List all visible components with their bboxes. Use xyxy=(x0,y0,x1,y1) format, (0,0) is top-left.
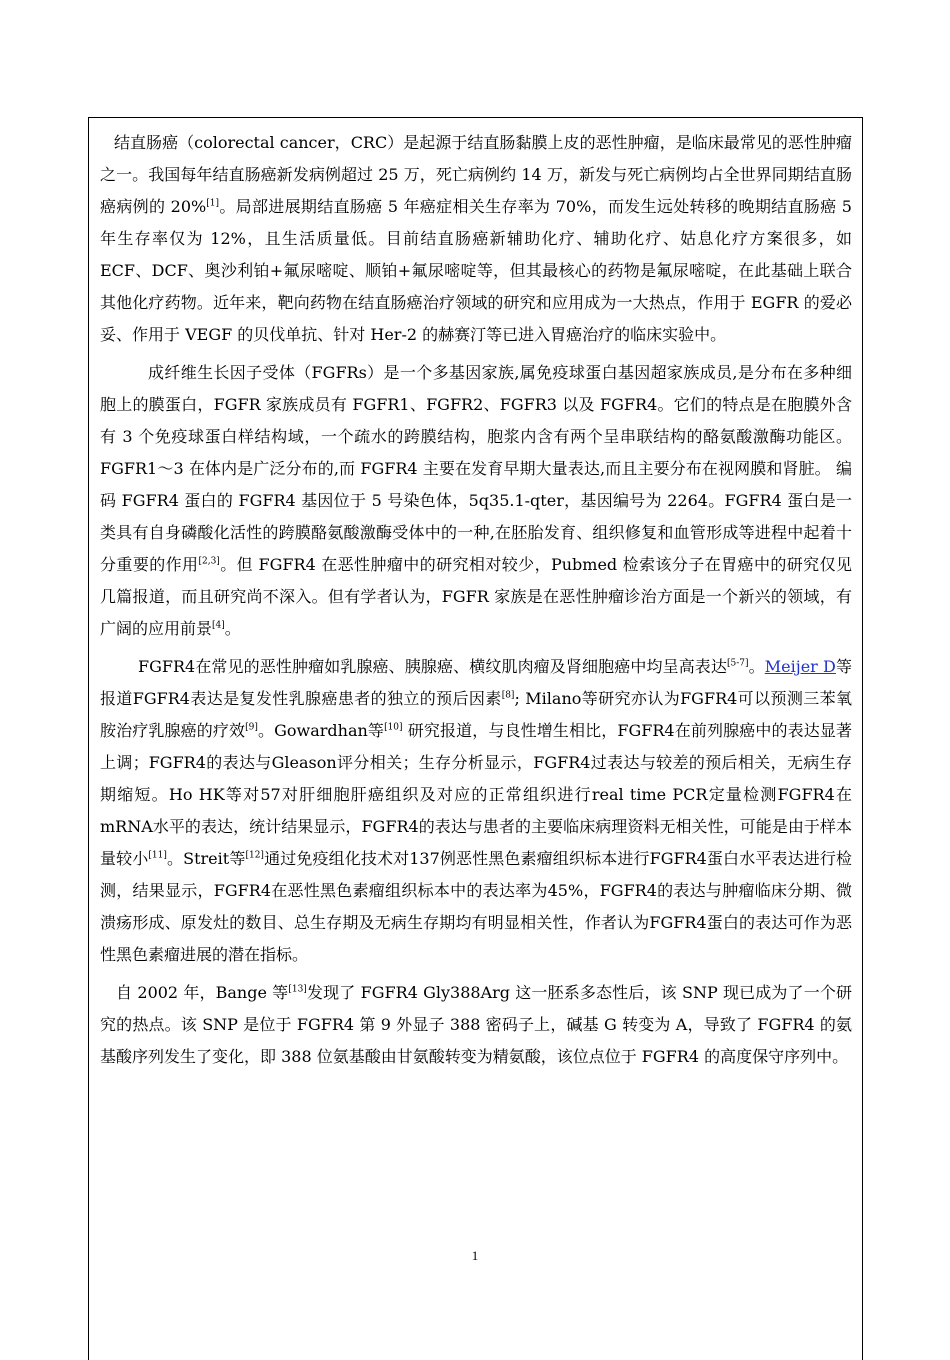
text-run: FGFR4在常见的恶性肿瘤如乳腺癌、胰腺癌、横纹肌肉瘤及肾细胞癌中均呈高表达 xyxy=(138,657,728,676)
citation-marker: [13] xyxy=(288,984,307,995)
citation-marker: [1] xyxy=(206,198,219,209)
text-run: 。Gowardhan等 xyxy=(257,721,385,740)
paragraph-fgfr4-expression xyxy=(100,651,852,971)
text-run: 。但 FGFR4 在恶性肿瘤中的研究相对较少，Pubmed 检索该分子在胃癌中的研究仅见几篇报道，而且研究尚不深入。但有学者认为，FGFR 家族是在恶性肿瘤诊治方面是一个新兴的领域，有广阔的应用前景 xyxy=(100,555,852,638)
citation-marker: [11] xyxy=(148,850,167,861)
citation-marker: [8] xyxy=(501,690,515,701)
text-run: 等报道FGFR4表达是复发性乳腺癌患者的独立的预后因素 xyxy=(100,657,852,708)
text-run: 通过免疫组化技术对137例恶性黑色素瘤组织标本进行FGFR4蛋白水平表达进行检测，结果显示，FGFR4在恶性黑色素瘤组织标本中的表达率为45%，FGFR4的表达与肿瘤临床分期、微溃疡形成、原发灶的数目、总生存期及无病生存期均有明显相关性，作者认为FGFR4蛋白的表达可作为恶性黑色素瘤进展的潜在指标。 xyxy=(100,849,852,964)
text-run: 研究报道，与良性增生相比，FGFR4在前列腺癌中的表达显著上调；FGFR4的表达与Gleason评分相关；生存分析显示，FGFR4过表达与较差的预后相关，无病生存期缩短。Ho HK等对57对肝细胞肝癌组织及对应的正常组织进行real time PCR定量检测FGFR4在mRNA水平的表达，统计结果显示，FGFR4的表达与患者的主要临床病理资料无相关性，可能是由于样本量较小 xyxy=(100,721,852,868)
paragraph-fgfr-family xyxy=(100,357,852,645)
citation-marker: [5-7] xyxy=(727,658,749,669)
document-body xyxy=(100,127,852,1079)
author-link[interactable]: Meijer D xyxy=(764,657,836,676)
text-run: 发现了 FGFR4 Gly388Arg 这一胚系多态性后，该 SNP 现已成为了一个研究的热点。该 SNP 是位于 FGFR4 第 9 外显子 388 密码子上，碱基 G 转变为 A，导致了 FGFR4 的氨基酸序列发生了变化，即 388 位氨基酸由甘氨酸转变为精氨酸，该位点位于 FGFR4 的高度保守序列中。 xyxy=(100,983,852,1066)
text-run: 。局部进展期结直肠癌 5 年癌症相关生存率为 70%，而发生远处转移的晚期结直肠癌 5 年生存率仅为 12%，且生活质量低。目前结直肠癌新辅助化疗、辅助化疗、姑息化疗方案很多，如 ECF、DCF、奥沙利铂+氟尿嘧啶、顺铂+氟尿嘧啶等，但其最核心的药物是氟尿嘧啶，在此基础上联合其他化疗药物。近年来，靶向药物在结直肠癌治疗领域的研究和应用成为一大热点，作用于 EGFR 的爱必妥、作用于 VEGF 的贝伐单抗、针对 Her-2 的赫赛汀等已进入胃癌治疗的临床实验中。 xyxy=(100,197,852,344)
citation-marker: [2,3] xyxy=(198,556,220,567)
text-run: 。 xyxy=(748,657,765,676)
citation-marker: [9] xyxy=(245,722,258,733)
citation-marker: [4] xyxy=(212,620,225,631)
paragraph-crc-intro xyxy=(100,127,852,351)
text-run: ; Milano等研究亦认为FGFR4可以预测三苯氧胺治疗乳腺癌的疗效 xyxy=(100,689,852,740)
paragraph-fgfr4-snp xyxy=(100,977,852,1073)
citation-marker: [12] xyxy=(245,850,264,861)
citation-marker: [10] xyxy=(384,722,403,733)
text-run: 。Streit等 xyxy=(166,849,246,868)
text-run: 。 xyxy=(224,619,241,638)
page-number: 1 xyxy=(471,1248,479,1263)
text-run: 结直肠癌（colorectal cancer，CRC）是起源于结直肠黏膜上皮的恶性肿瘤，是临床最常见的恶性肿瘤之一。我国每年结直肠癌新发病例超过 25 万，死亡病例约 14 万，新发与死亡病例均占全世界同期结直肠癌病例的 20% xyxy=(100,133,852,216)
text-run: 自 2002 年，Bange 等 xyxy=(116,983,289,1002)
text-run: 成纤维生长因子受体（FGFRs）是一个多基因家族,属免疫球蛋白基因超家族成员,是分布在多种细胞上的膜蛋白，FGFR 家族成员有 FGFR1、FGFR2、FGFR3 以及 FGFR4。它们的特点是在胞膜外含有 3 个免疫球蛋白样结构域，一个疏水的跨膜结构，胞浆内含有两个呈串联结构的酪氨酸激酶功能区。FGFR1～3 在体内是广泛分布的,而 FGFR4 主要在发育早期大量表达,而且主要分布在视网膜和肾脏。 编码 FGFR4 蛋白的 FGFR4 基因位于 5 号染色体，5q35.1-qter，基因编号为 2264。FGFR4 蛋白是一类具有自身磷酸化活性的跨膜酪氨酸激酶受体中的一种,在胚胎发育、组织修复和血管形成等进程中起着十分重要的作用 xyxy=(100,363,852,574)
